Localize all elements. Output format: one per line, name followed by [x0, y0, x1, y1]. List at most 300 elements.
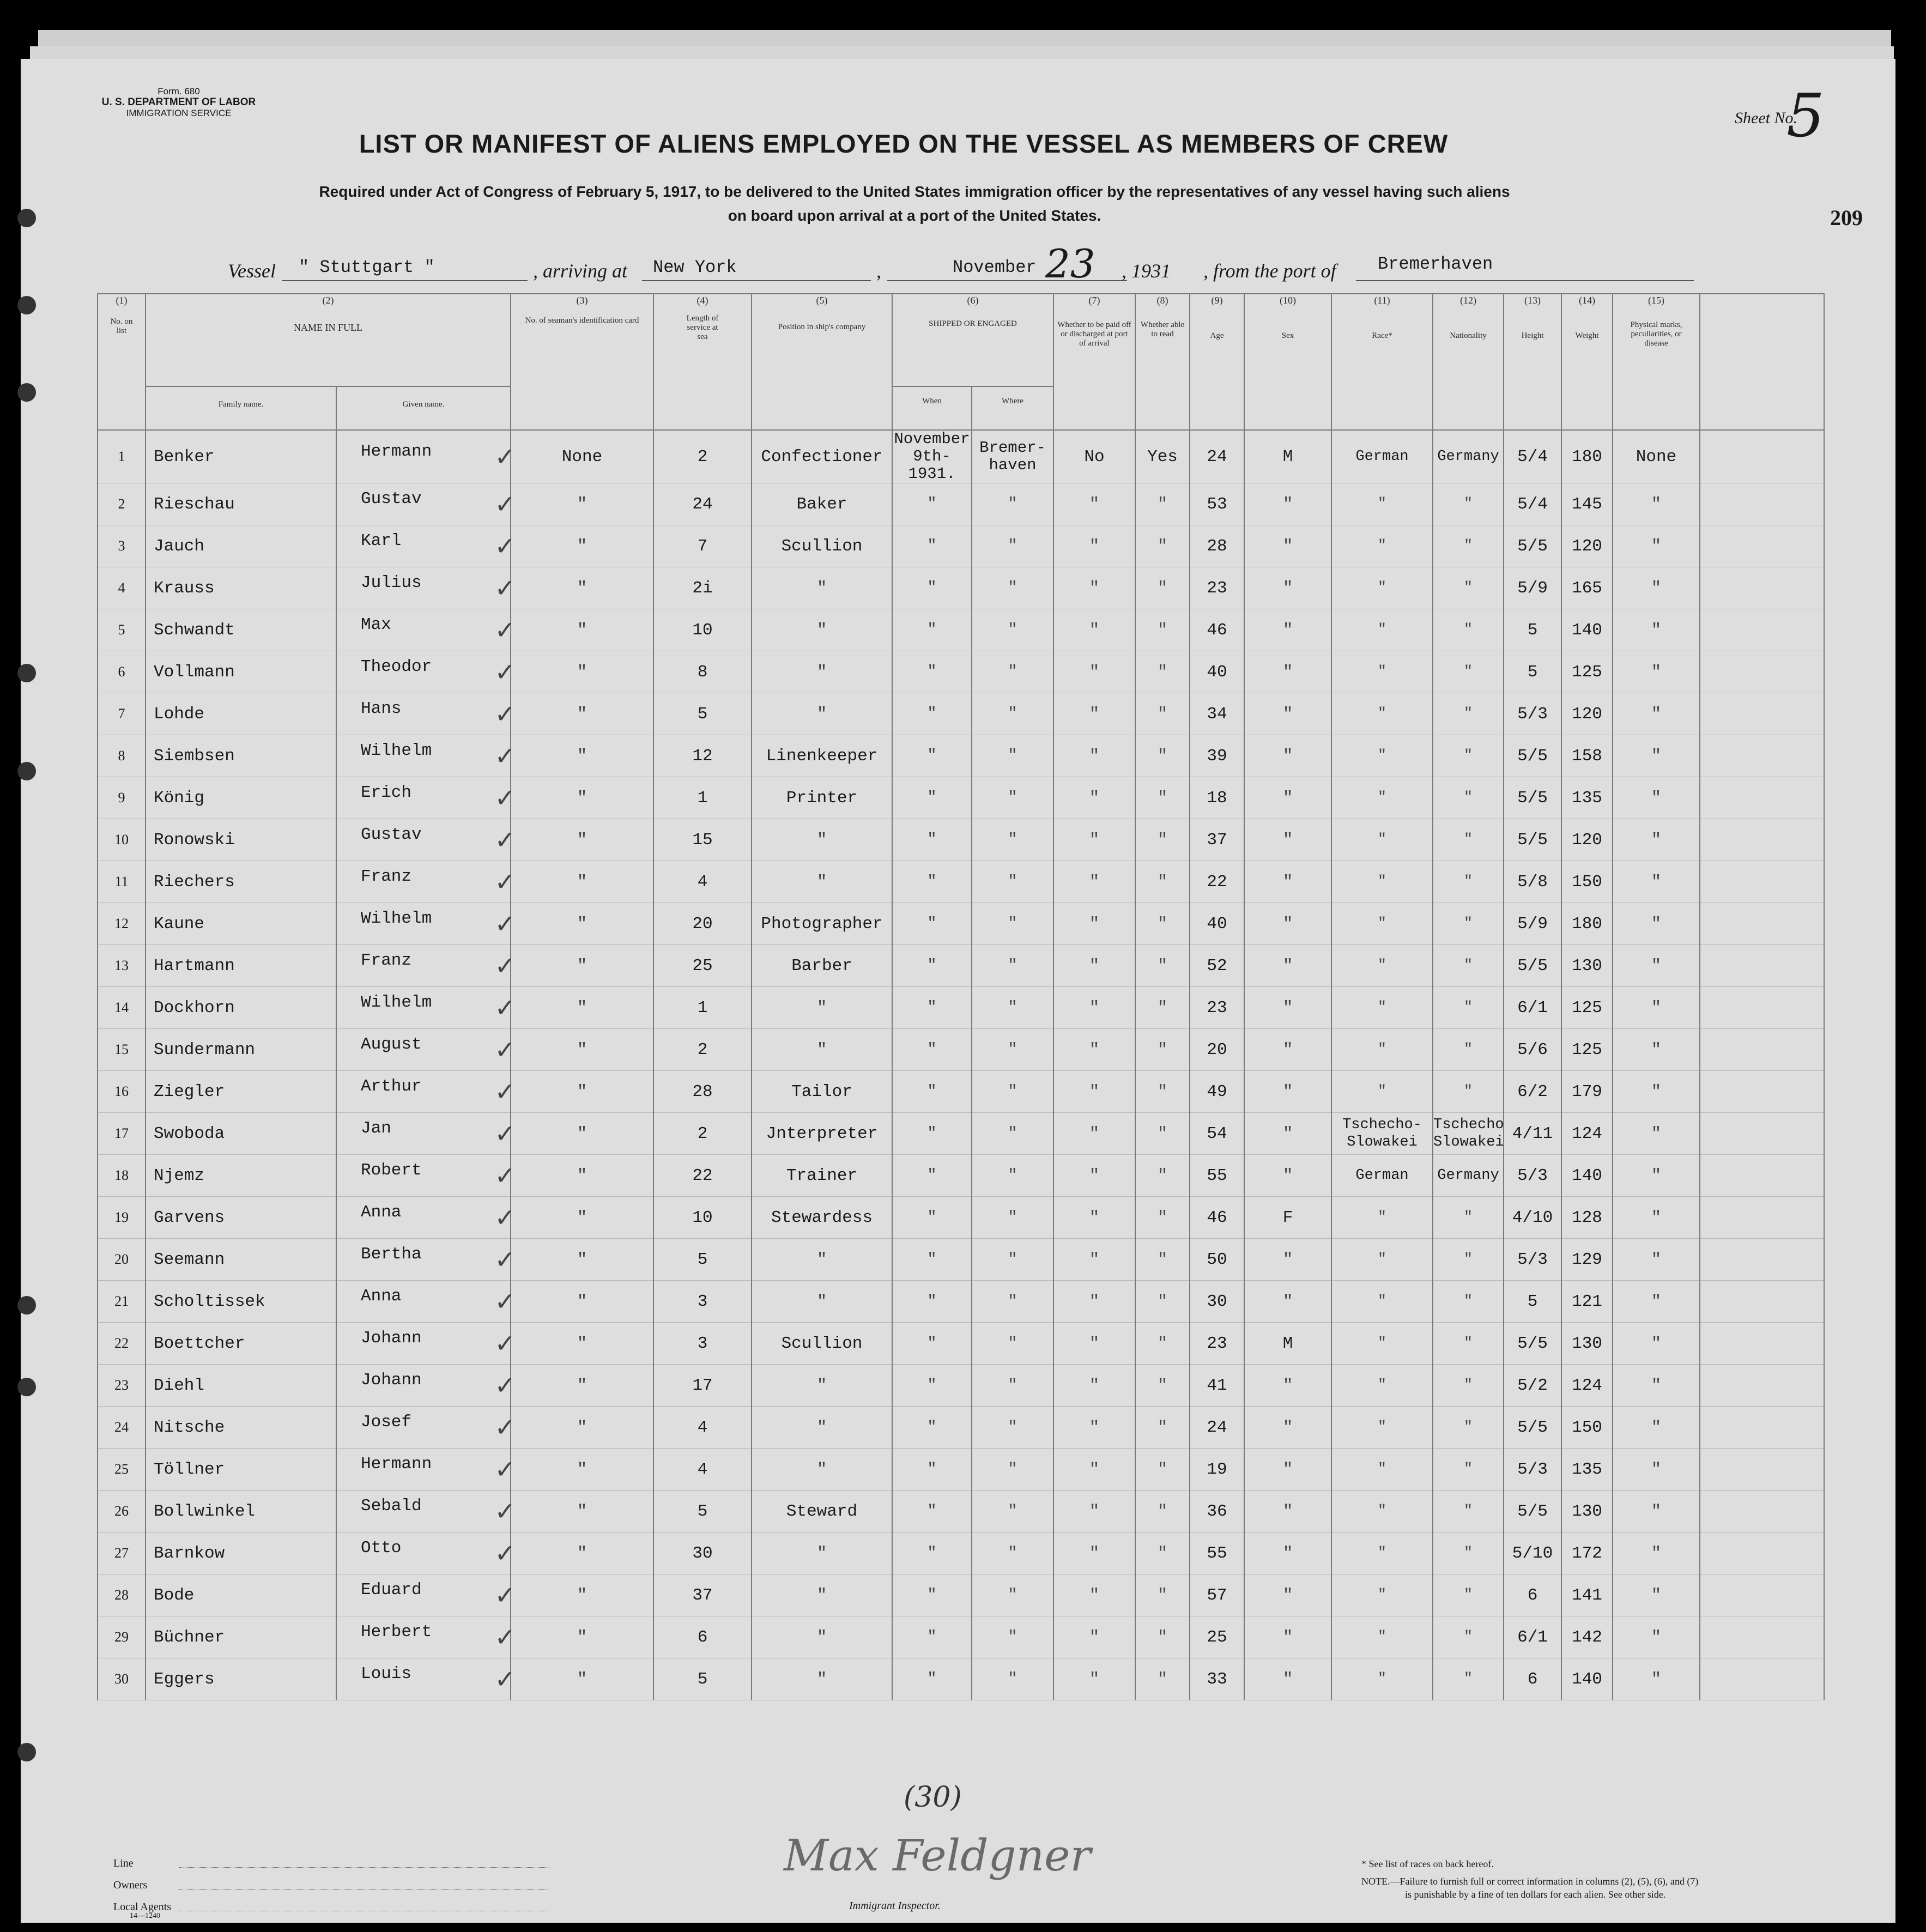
table-row	[98, 1071, 1824, 1113]
family-name: Barnkow	[146, 1533, 336, 1574]
row-number: 9	[98, 777, 146, 819]
height: 6/1	[1504, 987, 1561, 1029]
shipped-where: "	[972, 1281, 1053, 1323]
age: 19	[1190, 1449, 1244, 1491]
sex: M	[1244, 1323, 1331, 1365]
row-number: 29	[98, 1616, 146, 1658]
paid-off: "	[1053, 1197, 1135, 1239]
shipped-when: "	[892, 1491, 972, 1533]
race: "	[1331, 903, 1433, 945]
shipped-where: "	[972, 1029, 1053, 1071]
shipped-where: "	[972, 1533, 1053, 1574]
weight: 158	[1561, 735, 1613, 777]
footer	[97, 1857, 1825, 1920]
margin-cell	[1700, 1407, 1824, 1449]
sex: "	[1244, 1491, 1331, 1533]
paid-off: "	[1053, 1616, 1135, 1658]
id-card: "	[511, 1533, 653, 1574]
age: 23	[1190, 1323, 1244, 1365]
race: "	[1331, 651, 1433, 693]
shipped-when: "	[892, 1113, 972, 1155]
position: "	[752, 693, 892, 735]
age: 39	[1190, 735, 1244, 777]
shipped-where: "	[972, 945, 1053, 987]
nationality: "	[1433, 651, 1504, 693]
position: "	[752, 1365, 892, 1407]
able-to-read: "	[1135, 1574, 1190, 1616]
nationality: "	[1433, 1533, 1504, 1574]
race: German	[1331, 1155, 1433, 1197]
form-number: Form. 680	[158, 86, 200, 96]
crew-table	[97, 293, 1825, 1700]
shipped-when: "	[892, 609, 972, 651]
given-name: Sebald ✓	[336, 1491, 511, 1533]
sex: "	[1244, 777, 1331, 819]
physical-marks: "	[1613, 525, 1700, 567]
service-name: IMMIGRATION SERVICE	[126, 108, 232, 118]
table-row	[98, 903, 1824, 945]
table-row	[98, 945, 1824, 987]
given-name: Franz ✓	[336, 861, 511, 903]
shipped-when: "	[892, 1029, 972, 1071]
row-number: 18	[98, 1155, 146, 1197]
id-card: "	[511, 1449, 653, 1491]
family-name: Garvens	[146, 1197, 336, 1239]
able-to-read: "	[1135, 777, 1190, 819]
paid-off: "	[1053, 861, 1135, 903]
check-mark-icon: ✓	[494, 1539, 516, 1568]
sex: "	[1244, 567, 1331, 609]
given-name: Josef ✓	[336, 1407, 511, 1449]
check-mark-icon: ✓	[494, 1119, 516, 1148]
table-row	[98, 1658, 1824, 1700]
weight: 172	[1561, 1533, 1613, 1574]
service-length: 4	[653, 861, 752, 903]
nationality: "	[1433, 1029, 1504, 1071]
position: Stewardess	[752, 1197, 892, 1239]
stamp-number: 209	[1830, 205, 1863, 230]
manifest-sheet	[21, 59, 1895, 1923]
id-card: "	[511, 777, 653, 819]
family-name: Ronowski	[146, 819, 336, 861]
service-length: 2	[653, 1113, 752, 1155]
shipped-when: "	[892, 987, 972, 1029]
shipped-when: "	[892, 1155, 972, 1197]
age: 50	[1190, 1239, 1244, 1281]
id-card: "	[511, 1239, 653, 1281]
age: 57	[1190, 1574, 1244, 1616]
family-name: Dockhorn	[146, 987, 336, 1029]
margin-cell	[1700, 1491, 1824, 1533]
age: 54	[1190, 1113, 1244, 1155]
position: Steward	[752, 1491, 892, 1533]
height: 6	[1504, 1574, 1561, 1616]
service-length: 8	[653, 651, 752, 693]
sex: "	[1244, 693, 1331, 735]
check-mark-icon: ✓	[494, 615, 516, 645]
service-length: 7	[653, 525, 752, 567]
sex: "	[1244, 1281, 1331, 1323]
able-to-read: "	[1135, 945, 1190, 987]
position: "	[752, 609, 892, 651]
service-length: 28	[653, 1071, 752, 1113]
weight: 130	[1561, 1323, 1613, 1365]
margin-cell	[1700, 903, 1824, 945]
sheet-number: 5	[1786, 81, 1825, 150]
age: 30	[1190, 1281, 1244, 1323]
race: "	[1331, 1533, 1433, 1574]
shipped-when: "	[892, 1658, 972, 1700]
table-row	[98, 1533, 1824, 1574]
given-name: Anna ✓	[336, 1281, 511, 1323]
position: Linenkeeper	[752, 735, 892, 777]
nationality: "	[1433, 1323, 1504, 1365]
service-length: 10	[653, 1197, 752, 1239]
race: German	[1331, 430, 1433, 483]
margin-cell	[1700, 1449, 1824, 1491]
shipped-where: "	[972, 777, 1053, 819]
age: 40	[1190, 903, 1244, 945]
table-row	[98, 1113, 1824, 1155]
physical-marks: "	[1613, 1029, 1700, 1071]
paid-off: "	[1053, 1113, 1135, 1155]
age: 49	[1190, 1071, 1244, 1113]
physical-marks: "	[1613, 1155, 1700, 1197]
sex: "	[1244, 1407, 1331, 1449]
race: "	[1331, 735, 1433, 777]
service-length: 2	[653, 430, 752, 483]
able-to-read: "	[1135, 693, 1190, 735]
race: "	[1331, 693, 1433, 735]
check-mark-icon: ✓	[494, 442, 516, 471]
family-name: Siembsen	[146, 735, 336, 777]
given-name: August ✓	[336, 1029, 511, 1071]
able-to-read: "	[1135, 735, 1190, 777]
id-card: "	[511, 1407, 653, 1449]
race: "	[1331, 1365, 1433, 1407]
arriving-label: , arriving at	[533, 260, 628, 282]
paid-off: "	[1053, 819, 1135, 861]
physical-marks: None	[1613, 430, 1700, 483]
physical-marks: "	[1613, 1071, 1700, 1113]
weight: 128	[1561, 1197, 1613, 1239]
check-mark-icon: ✓	[494, 1371, 516, 1400]
col-position: (5) Position in ship's company	[752, 294, 892, 430]
position: Photographer	[752, 903, 892, 945]
margin-cell	[1700, 861, 1824, 903]
race: "	[1331, 861, 1433, 903]
service-length: 24	[653, 483, 752, 525]
family-name: Bollwinkel	[146, 1491, 336, 1533]
col-id-card: (3) No. of seaman's identification card	[511, 294, 653, 430]
height: 5/4	[1504, 483, 1561, 525]
height: 5/5	[1504, 1407, 1561, 1449]
physical-marks: "	[1613, 1616, 1700, 1658]
family-name: Jauch	[146, 525, 336, 567]
table-row	[98, 693, 1824, 735]
nationality: "	[1433, 1365, 1504, 1407]
race: "	[1331, 1407, 1433, 1449]
physical-marks: "	[1613, 1323, 1700, 1365]
sex: "	[1244, 1155, 1331, 1197]
check-mark-icon: ✓	[494, 1455, 516, 1484]
id-card: "	[511, 945, 653, 987]
paid-off: "	[1053, 1533, 1135, 1574]
margin-cell	[1700, 1113, 1824, 1155]
margin-cell	[1700, 1239, 1824, 1281]
margin-cell	[1700, 525, 1824, 567]
footnote-races: * See list of races on back hereof.	[1361, 1858, 1494, 1869]
height: 5/9	[1504, 903, 1561, 945]
weight: 135	[1561, 1449, 1613, 1491]
race: "	[1331, 1323, 1433, 1365]
family-name: Boettcher	[146, 1323, 336, 1365]
margin-cell	[1700, 945, 1824, 987]
nationality: "	[1433, 987, 1504, 1029]
race: "	[1331, 1239, 1433, 1281]
family-name: Seemann	[146, 1239, 336, 1281]
family-name: Krauss	[146, 567, 336, 609]
shipped-where: "	[972, 903, 1053, 945]
able-to-read: "	[1135, 525, 1190, 567]
check-mark-icon: ✓	[494, 1413, 516, 1442]
race: "	[1331, 1616, 1433, 1658]
margin-cell	[1700, 651, 1824, 693]
physical-marks: "	[1613, 651, 1700, 693]
position: "	[752, 1029, 892, 1071]
family-name: Kaune	[146, 903, 336, 945]
table-row	[98, 609, 1824, 651]
age: 24	[1190, 430, 1244, 483]
service-length: 5	[653, 1658, 752, 1700]
sex: M	[1244, 430, 1331, 483]
age: 36	[1190, 1491, 1244, 1533]
age: 22	[1190, 861, 1244, 903]
check-mark-icon: ✓	[494, 1664, 516, 1694]
paid-off: "	[1053, 1491, 1135, 1533]
age: 37	[1190, 819, 1244, 861]
position: Scullion	[752, 1323, 892, 1365]
race: "	[1331, 525, 1433, 567]
height: 5/10	[1504, 1533, 1561, 1574]
able-to-read: "	[1135, 567, 1190, 609]
service-length: 30	[653, 1533, 752, 1574]
row-number: 8	[98, 735, 146, 777]
family-name: Benker	[146, 430, 336, 483]
height: 5/3	[1504, 693, 1561, 735]
shipped-when: "	[892, 1281, 972, 1323]
margin-cell	[1700, 1197, 1824, 1239]
nationality: "	[1433, 819, 1504, 861]
shipped-when: "	[892, 1239, 972, 1281]
age: 55	[1190, 1533, 1244, 1574]
race: "	[1331, 1071, 1433, 1113]
weight: 120	[1561, 693, 1613, 735]
position: "	[752, 651, 892, 693]
given-name: Johann ✓	[336, 1323, 511, 1365]
physical-marks: "	[1613, 1407, 1700, 1449]
weight: 165	[1561, 567, 1613, 609]
arrival-day: 23	[1045, 241, 1095, 287]
paid-off: "	[1053, 567, 1135, 609]
col-shipped-engaged: (6) SHIPPED OR ENGAGED	[892, 294, 1053, 386]
nationality: "	[1433, 1574, 1504, 1616]
family-name: Schwandt	[146, 609, 336, 651]
paid-off: "	[1053, 777, 1135, 819]
shipped-where: "	[972, 483, 1053, 525]
arrival-month: November	[953, 257, 1037, 277]
line-label: Line	[113, 1857, 134, 1869]
family-name: Eggers	[146, 1658, 336, 1700]
able-to-read: "	[1135, 1491, 1190, 1533]
service-length: 1	[653, 777, 752, 819]
weight: 124	[1561, 1365, 1613, 1407]
service-length: 25	[653, 945, 752, 987]
id-card: "	[511, 1616, 653, 1658]
weight: 121	[1561, 1281, 1613, 1323]
physical-marks: "	[1613, 735, 1700, 777]
form-header	[97, 86, 261, 119]
table-row	[98, 819, 1824, 861]
service-length: 6	[653, 1616, 752, 1658]
id-card: "	[511, 1323, 653, 1365]
nationality: "	[1433, 1616, 1504, 1658]
race: "	[1331, 987, 1433, 1029]
col-no-on-list: (1) No. on list	[98, 294, 146, 430]
service-length: 37	[653, 1574, 752, 1616]
age: 40	[1190, 651, 1244, 693]
age: 23	[1190, 567, 1244, 609]
col-given-name: Given name.	[336, 386, 511, 430]
margin-cell	[1700, 430, 1824, 483]
shipped-when: "	[892, 1407, 972, 1449]
col-sex: (10) Sex	[1244, 294, 1331, 430]
nationality: "	[1433, 525, 1504, 567]
shipped-when: "	[892, 1574, 972, 1616]
height: 5/3	[1504, 1239, 1561, 1281]
sex: "	[1244, 903, 1331, 945]
check-mark-icon: ✓	[494, 1035, 516, 1064]
shipped-where: "	[972, 693, 1053, 735]
physical-marks: "	[1613, 567, 1700, 609]
vessel-info-row: Vessel " Stuttgart " , arriving at New York , November 23 , 1931 , from the port of Bremerhaven	[228, 254, 1710, 287]
paid-off: "	[1053, 1323, 1135, 1365]
race: "	[1331, 1029, 1433, 1071]
margin-cell	[1700, 1365, 1824, 1407]
check-mark-icon: ✓	[494, 1077, 516, 1106]
weight: 120	[1561, 819, 1613, 861]
id-card: "	[511, 903, 653, 945]
race: Tschecho-Slowakei	[1331, 1113, 1433, 1155]
id-card: "	[511, 1155, 653, 1197]
sex: "	[1244, 1071, 1331, 1113]
shipped-where: "	[972, 1197, 1053, 1239]
margin-cell	[1700, 693, 1824, 735]
nationality: Germany	[1433, 430, 1504, 483]
position: Baker	[752, 483, 892, 525]
table-row	[98, 651, 1824, 693]
position: "	[752, 1449, 892, 1491]
shipped-where: "	[972, 1616, 1053, 1658]
row-number: 16	[98, 1071, 146, 1113]
height: 5	[1504, 651, 1561, 693]
weight: 179	[1561, 1071, 1613, 1113]
table-body	[98, 430, 1824, 1700]
col-where: Where	[972, 386, 1053, 430]
service-length: 22	[653, 1155, 752, 1197]
check-mark-icon: ✓	[494, 867, 516, 897]
nationality: "	[1433, 1197, 1504, 1239]
page-title: LIST OR MANIFEST OF ALIENS EMPLOYED ON THE VESSEL AS MEMBERS OF CREW	[359, 129, 1449, 158]
shipped-where: "	[972, 1323, 1053, 1365]
shipped-where: "	[972, 987, 1053, 1029]
family-name: Ziegler	[146, 1071, 336, 1113]
nationality: "	[1433, 903, 1504, 945]
weight: 180	[1561, 903, 1613, 945]
able-to-read: "	[1135, 1323, 1190, 1365]
row-number: 30	[98, 1658, 146, 1700]
owners-label: Owners	[113, 1879, 148, 1891]
physical-marks: "	[1613, 987, 1700, 1029]
paid-off: "	[1053, 1365, 1135, 1407]
row-number: 10	[98, 819, 146, 861]
table-row	[98, 1197, 1824, 1239]
table-row	[98, 1449, 1824, 1491]
given-name: Gustav ✓	[336, 483, 511, 525]
row-number: 26	[98, 1491, 146, 1533]
height: 5/6	[1504, 1029, 1561, 1071]
given-name: Max ✓	[336, 609, 511, 651]
id-card: "	[511, 483, 653, 525]
age: 18	[1190, 777, 1244, 819]
row-number: 14	[98, 987, 146, 1029]
check-mark-icon: ✓	[494, 1161, 516, 1190]
able-to-read: "	[1135, 1113, 1190, 1155]
weight: 150	[1561, 1407, 1613, 1449]
race: "	[1331, 1658, 1433, 1700]
check-mark-icon: ✓	[494, 741, 516, 771]
given-name: Johann ✓	[336, 1365, 511, 1407]
col-weight: (14) Weight	[1561, 294, 1613, 430]
physical-marks: "	[1613, 1658, 1700, 1700]
row-number: 13	[98, 945, 146, 987]
physical-marks: "	[1613, 1449, 1700, 1491]
age: 55	[1190, 1155, 1244, 1197]
id-card: "	[511, 1658, 653, 1700]
weight: 145	[1561, 483, 1613, 525]
height: 5/9	[1504, 567, 1561, 609]
service-length: 4	[653, 1449, 752, 1491]
given-name: Arthur ✓	[336, 1071, 511, 1113]
race: "	[1331, 1197, 1433, 1239]
shipped-where: "	[972, 1574, 1053, 1616]
given-name: Herbert ✓	[336, 1616, 511, 1658]
age: 53	[1190, 483, 1244, 525]
position: Barber	[752, 945, 892, 987]
family-name: Büchner	[146, 1616, 336, 1658]
paid-off: "	[1053, 651, 1135, 693]
col-physical-marks: (15) Physical marks, peculiarities, or disease	[1613, 294, 1700, 430]
age: 20	[1190, 1029, 1244, 1071]
able-to-read: "	[1135, 1616, 1190, 1658]
table-row	[98, 567, 1824, 609]
table-row	[98, 1155, 1824, 1197]
sex: "	[1244, 1616, 1331, 1658]
able-to-read: "	[1135, 483, 1190, 525]
nationality: "	[1433, 483, 1504, 525]
row-number: 19	[98, 1197, 146, 1239]
shipped-when: "	[892, 1197, 972, 1239]
